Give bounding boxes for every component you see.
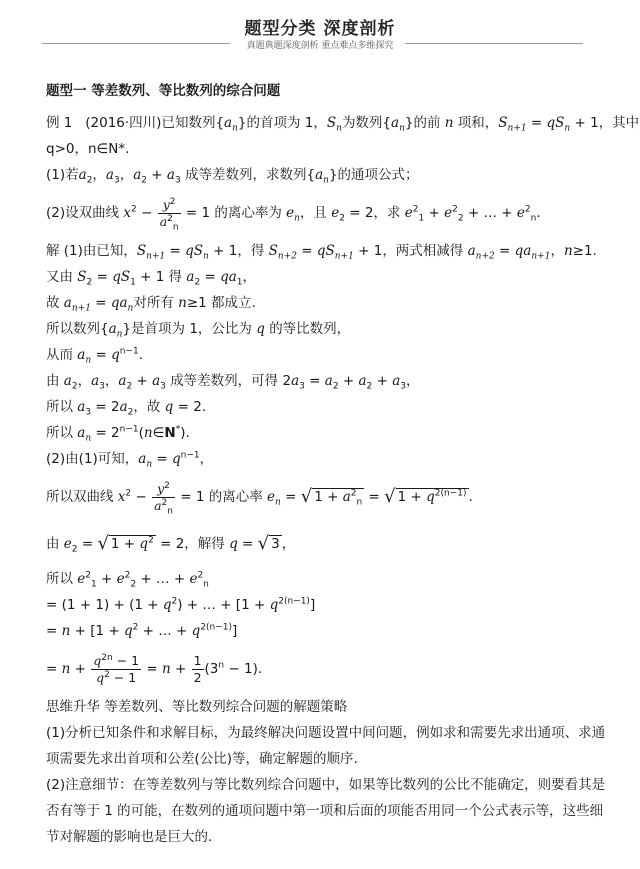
- solution-line-3: 故 $a_{n+1} = qa_n$对所有 n≥1 都成立.: [46, 295, 256, 314]
- page-subtitle: 真题典题深度剖析 重点难点多维探究: [246, 41, 394, 51]
- page-header: [0, 0, 640, 60]
- solution-line-14: = $n + [1 + q^2$ + … + $q^{2(n-1)}$]: [46, 622, 238, 639]
- example-stem: 例 1 (2016·四川)已知数列$\{a_n\}$的首项为 1，$S_n$为数列$\{a_n\}$的前 n 项和，$S_{n+1} = qS_n + 1$，其中: [46, 115, 640, 134]
- solution-line-1: 解 (1)由已知，$S_{n+1} = qS_n + 1$，得 $S_{n+2} = qS_{n+1} + 1$，两式相减得 $a_{n+2} = qa_{n+1}$，n≥1.: [46, 243, 597, 262]
- strategy-title: 思维升华 等差数列、等比数列综合问题的解题策略: [46, 699, 348, 715]
- fraction: $\frac{y^2}{a^2_n}$: [154, 480, 173, 516]
- question-1: (1)若$a_2$，$a_3$，$a_2 + a_3$ 成等差数列，求数列$\{a_n\}$的通项公式；: [46, 167, 419, 186]
- solution-line-13: = $(1 + 1) + (1 + q^2)$ + … + $[1 + q^{2(n-1)}]$: [46, 596, 316, 613]
- fraction: $\frac{y^2}{a^2_n}$: [159, 196, 179, 232]
- solution-line-10: 所以双曲线 $x^2$ − $\frac{y^2}{a^2_n}$ = 1 的离心率 $e_n$ = √ $1 + a^2_n$ = √ $1 + q^{2(n-1)}$ .: [46, 480, 473, 516]
- solution-line-4: 所以数列$\{a_n\}$是首项为 1，公比为 q 的等比数列，: [46, 321, 351, 340]
- document-body: [46, 78, 640, 850]
- solution-line-8: 所以 $a_n$ = $2^{n-1}(n\in N^*)$.: [46, 424, 190, 444]
- fraction: $\frac{1}{2}$: [193, 652, 202, 685]
- solution-line-2: 又由 $S_2 = qS_1 + 1$ 得 $a_2 = qa_1$，: [46, 269, 257, 288]
- example-source: (2016·四川): [85, 115, 162, 131]
- solution-line-9: (2)由(1)可知，$a_n = q^{n-1}$，: [46, 450, 214, 470]
- header-rule-right: [405, 43, 583, 44]
- solution-line-12: 所以 $e^2_1 + e^2_2$ + … + $e^2_n$: [46, 570, 209, 590]
- sqrt-expression: √ 3: [257, 533, 280, 554]
- page-title: 题型分类 深度剖析: [244, 19, 396, 39]
- sqrt-expression: √ $1 + a^2_n$: [300, 486, 363, 508]
- solution-line-11: 由 $e_2$ = √ $1 + q^2 = 2$，解得 q = √ 3 ，: [46, 533, 296, 555]
- fraction: $\frac{q^{2n} - 1}{q^2 - 1}$: [93, 652, 140, 685]
- example-condition: q>0，n∈N*.: [46, 141, 130, 157]
- solution-line-6: 由 $a_2$，$a_3$，$a_2 + a_3$ 成等差数列，可得 $2a_3 = a_2 + a_2 + a_3$，: [46, 373, 420, 392]
- strategy-paragraph-1: (1)分析已知条件和求解目标，为最终解决问题设置中间问题，例如求和需要先求出通项、求通项需要先求出首项和公差(公比)等，确定解题的顺序.: [46, 725, 606, 767]
- section-heading: 题型一 等差数列、等比数列的综合问题: [46, 83, 281, 99]
- sqrt-expression: √ $1 + q^{2(n-1)}$: [384, 486, 467, 507]
- solution-line-5: 从而 $a_n = q^{n-1}$.: [46, 346, 143, 366]
- example-label: 例 1: [46, 115, 73, 131]
- question-2: (2)设双曲线 $x^2$ − $\frac{y^2}{a^2_n}$ = 1 的离心率为 $e_n$，且 $e_2 = 2$，求 $e^2_1 + e^2_2$ + … + $e^2_n$.: [46, 196, 541, 232]
- solution-line-7: 所以 $a_3 = 2a_2$，故 q = 2.: [46, 399, 207, 418]
- solution-line-15: = n + $\frac{q^{2n} - 1}{q^2 - 1}$ = n + $\frac{1}{2}$ $(3^n - 1)$.: [46, 652, 263, 685]
- strategy-paragraph-2: (2)注意细节：在等差数列与等比数列综合问题中，如果等比数列的公比不能确定，则要看其是否有等于 1 的可能，在数列的通项问题中第一项和后面的项能否用同一个公式表示等，这些细节对解题的影响也是巨大的.: [46, 777, 606, 845]
- sqrt-expression: √ $1 + q^2$: [97, 533, 154, 554]
